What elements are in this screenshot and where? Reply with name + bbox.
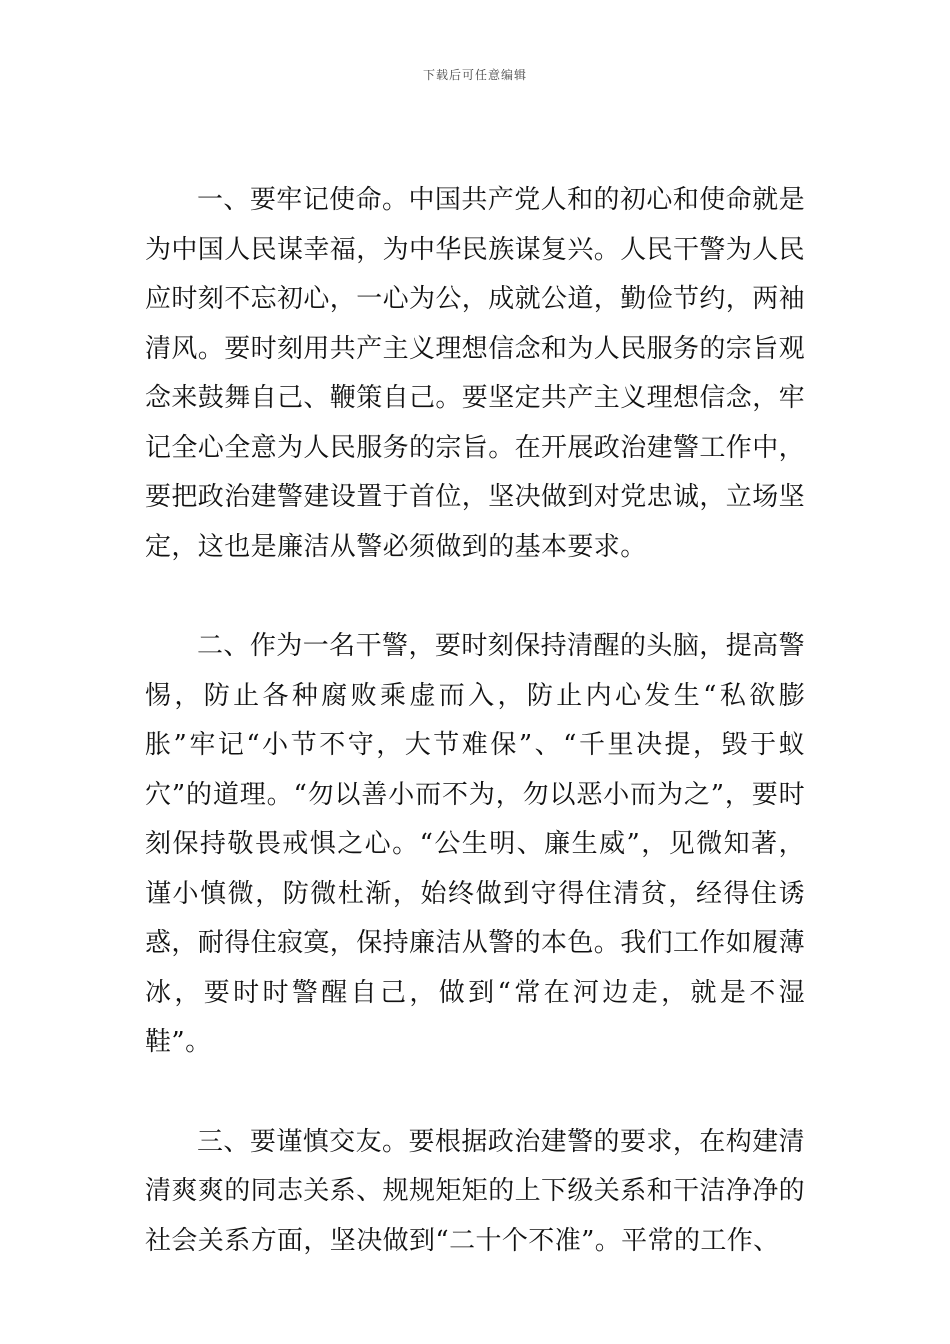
paragraph-2: 二、作为一名干警，要时刻保持清醒的头脑，提高警惕，防止各种腐败乘虚而入，防止内心发生“私欲膨胀”牢记“小节不守，大节难保”、“千里决提，毁于蚁穴”的道理。“勿以善小而不为，勿以恶小而为之”，要时刻保持敬畏戒惧之心。“公生明、廉生威”，见微知著，谨小慎微，防微杜渐，始终做到守得住清贫，经得住诱惑，耐得住寂寞，保持廉洁从警的本色。我们工作如履薄冰，要时时警醒自己，做到“常在河边走，就是不湿鞋”。	[145, 631, 806, 1057]
paragraph-1: 一、要牢记使命。中国共产党人和的初心和使命就是为中国人民谋幸福，为中华民族谋复兴。人民干警为人民应时刻不忘初心，一心为公，成就公道，勤俭节约，两袖清风。要时刻用共产主义理想信念和为人民服务的宗旨观念来鼓舞自己、鞭策自己。要坚定共产主义理想信念，牢记全心全意为人民服务的宗旨。在开展政治建警工作中，要把政治建警建设置于首位，坚决做到对党忠诚，立场坚定，这也是廉洁从警必须做到的基本要求。	[145, 185, 806, 562]
paragraph-3: 三、要谨慎交友。要根据政治建警的要求，在构建清清爽爽的同志关系、规规矩矩的上下级关系和干洁净净的社会关系方面，坚决做到“二十个不准”。平常的工作、	[145, 1126, 806, 1256]
document-body	[145, 176, 805, 1266]
header-note: 下载后可任意编辑	[422, 68, 527, 82]
